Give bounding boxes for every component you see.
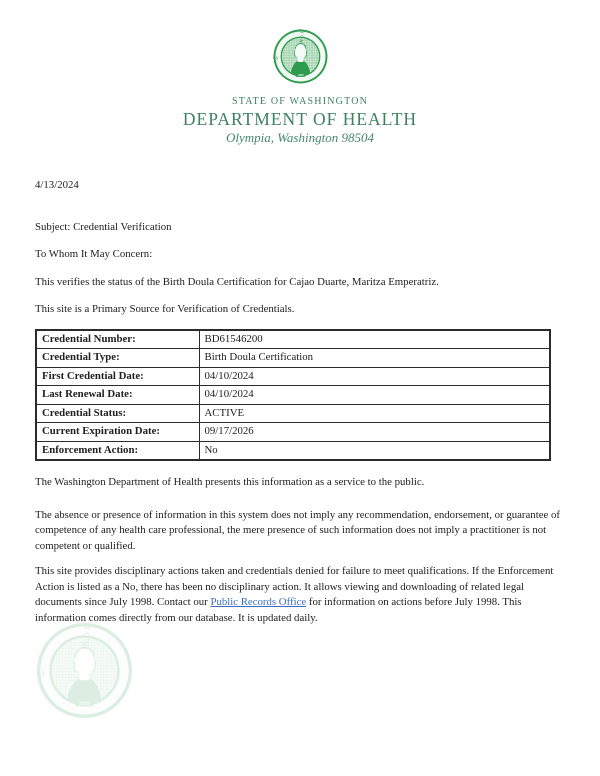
absence-disclaimer: The absence or presence of information in this system does not imply any recommendation, endorsement, or guarantee of competence of any health care professional, the mere presence of such information does not imply a practitioner is not competent or qualified.: [35, 508, 560, 552]
watermark-seal: [36, 622, 133, 719]
credential-type-value: Birth Doula Certification: [199, 349, 550, 368]
credential-status-value: ACTIVE: [199, 404, 550, 423]
table-row: [36, 386, 550, 405]
disciplinary-disclaimer: [35, 564, 570, 626]
last-renewal-date-label: Last Renewal Date:: [36, 386, 199, 405]
table-row: [36, 349, 550, 368]
letter-date: 4/13/2024: [35, 179, 79, 191]
letter-body: [0, 178, 600, 626]
public-records-office-link[interactable]: Public Records Office: [210, 596, 307, 608]
public-service-statement: The Washington Department of Health presents this information as a service to the public.: [35, 476, 425, 488]
verification-statement: This verifies the status of the Birth Doula Certification for Cajao Duarte, Maritza Emperatriz.: [35, 275, 439, 288]
last-renewal-date-value: 04/10/2024: [199, 386, 550, 405]
primary-source-statement: This site is a Primary Source for Verification of Credentials.: [35, 303, 295, 315]
first-credential-date-label: First Credential Date:: [36, 367, 199, 386]
letterhead-address: Olympia, Washington 98504: [226, 129, 374, 145]
credential-status-label: Credential Status:: [36, 404, 199, 423]
washington-state-seal-icon: [273, 29, 328, 84]
salutation: To Whom It May Concern:: [35, 248, 153, 260]
table-row: [36, 441, 550, 460]
subject-line: Subject: Credential Verification: [35, 220, 172, 233]
table-row: [36, 330, 550, 349]
letterhead: [0, 0, 600, 145]
credential-number-label: Credential Number:: [36, 330, 199, 349]
table-row: [36, 367, 550, 386]
department-of-health-title: DEPARTMENT OF HEALTH: [182, 109, 418, 129]
enforcement-action-value: No: [199, 441, 550, 460]
first-credential-date-value: 04/10/2024: [199, 367, 550, 386]
table-row: [36, 423, 550, 442]
disciplinary-text-after-link: for information on actions before July 1998. This information comes directly from our database. It is updated daily.: [35, 596, 522, 624]
disciplinary-text-before-link: This site provides disciplinary actions taken and credentials denied for failure to meet qualifications. If the Enforcement Action is listed as a No, there has been no disciplinary action. It allows viewing and downloading of related legal documents since July 1998. Contact our: [35, 565, 554, 608]
table-row: [36, 404, 550, 423]
state-of-washington-label: STATE OF WASHINGTON: [231, 95, 369, 107]
credential-number-value: BD61546200: [199, 330, 550, 349]
credential-details-table: [35, 329, 551, 462]
current-expiration-date-label: Current Expiration Date:: [36, 423, 199, 442]
enforcement-action-label: Enforcement Action:: [36, 441, 199, 460]
current-expiration-date-value: 09/17/2026: [199, 423, 550, 442]
credential-type-label: Credential Type:: [36, 349, 199, 368]
